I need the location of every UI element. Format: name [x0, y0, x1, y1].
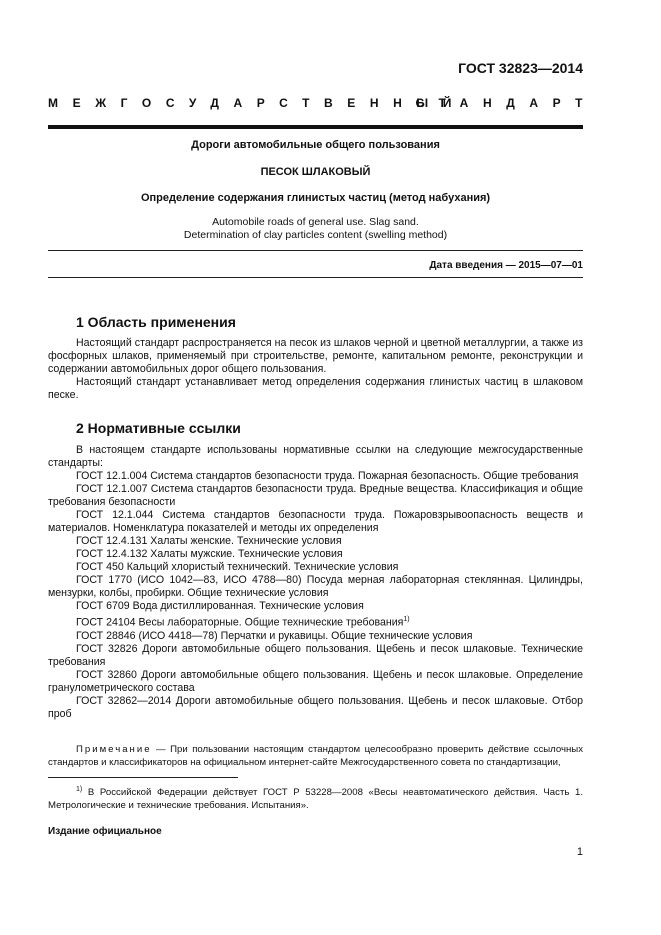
note-paragraph: [48, 744, 583, 769]
reference-item: ГОСТ 1770 (ИСО 1042—83, ИСО 4788—80) Посуда мерная лабораторная стеклянная. Цилиндры, мензурки, колбы, пробирки. Общие технические условия: [48, 574, 583, 599]
reference-item: ГОСТ 32862—2014 Дороги автомобильные общего пользования. Щебень и песок шлаковые. Отбор проб: [48, 694, 583, 720]
note: [48, 744, 583, 769]
section-1-paragraph-2: Настоящий стандарт устанавливает метод определения содержания глинистых частиц в шлаковом песке.: [48, 376, 583, 401]
english-title-line-2: Determination of clay particles content (swelling method): [183, 229, 448, 241]
section-1-body: [48, 337, 583, 402]
section-2-intro: В настоящем стандарте использованы нормативные ссылки на следующие межгосударственные стандарты:: [48, 444, 583, 469]
title-line-2: ПЕСОК ШЛАКОВЫЙ: [260, 166, 371, 178]
header-rule: [48, 125, 583, 129]
reference-item: ГОСТ 32826 Дороги автомобильные общего пользования. Щебень и песок шлаковые. Технические требования: [48, 642, 583, 668]
footnote-rule: [48, 777, 238, 778]
english-title: [48, 216, 583, 242]
interstate-label: МЕЖГОСУДАРСТВЕННЫЙ: [48, 96, 466, 110]
note-text: — При пользовании настоящим стандартом целесообразно проверить действие ссылочных стандартов и классификаторов на официальном интернет-сайте Межгосударственного совета по стандартизации,: [48, 744, 583, 768]
section-1-paragraph-1: Настоящий стандарт распространяется на песок из шлаков черной и цветной металлургии, а также из фосфорных шлаков, применяемый при строительстве, ремонте, капитальном ремонте, реконструкции и содержании автомобильных дорог общего пользования.: [48, 337, 583, 375]
note-label: Примечание: [76, 744, 152, 755]
title-rule: [48, 250, 583, 251]
reference-item: ГОСТ 12.4.131 Халаты женские. Технические условия: [76, 535, 342, 547]
reference-item: ГОСТ 12.1.044 Система стандартов безопасности труда. Пожаровзрывоопасность веществ и материалов. Номенклатура показателей и методы их определения: [48, 509, 583, 534]
english-title-line-1: Automobile roads of general use. Slag sand.: [212, 216, 419, 228]
footnote: [48, 784, 583, 812]
reference-item-scales: [48, 613, 583, 630]
document-number: ГОСТ 32823—2014: [458, 60, 583, 76]
footnote-paragraph: [48, 784, 583, 812]
page-number: 1: [576, 846, 583, 858]
section-2-body: [48, 444, 583, 721]
reference-scales-text: ГОСТ 24104 Весы лабораторные. Общие технические требования: [76, 616, 404, 629]
footnote-text: В Российской Федерации действует ГОСТ Р 53228—2008 «Весы неавтоматического действия. Часть 1. Метрологические и технические требования. Испытания».: [48, 787, 583, 811]
reference-item: ГОСТ 450 Кальций хлористый технический. Технические условия: [76, 561, 399, 573]
date-rule: [48, 277, 583, 278]
footnote-mark: 1): [76, 786, 83, 793]
section-2-heading: 2 Нормативные ссылки: [76, 420, 241, 436]
reference-item: ГОСТ 12.1.004 Система стандартов безопасности труда. Пожарная безопасность. Общие требования: [76, 470, 579, 482]
official-edition-label: Издание официальное: [48, 826, 162, 837]
introduction-date: Дата введения — 2015—07—01: [429, 260, 583, 271]
reference-item: ГОСТ 6709 Вода дистиллированная. Технические условия: [76, 600, 364, 612]
reference-item: ГОСТ 12.4.132 Халаты мужские. Технические условия: [76, 548, 343, 560]
title-line-3: Определение содержания глинистых частиц (метод набухания): [140, 192, 491, 204]
footnote-marker: 1): [403, 616, 410, 623]
reference-item: ГОСТ 12.1.007 Система стандартов безопасности труда. Вредные вещества. Классификация и общие требования безопасности: [48, 483, 583, 508]
reference-item: ГОСТ 28846 (ИСО 4418—78) Перчатки и рукавицы. Общие технические условия: [76, 629, 473, 642]
section-1-heading: 1 Область применения: [76, 314, 236, 330]
standard-label: СТАНДАРТ: [415, 96, 597, 110]
title-line-1: Дороги автомобильные общего пользования: [191, 139, 440, 151]
reference-item: ГОСТ 32860 Дороги автомобильные общего пользования. Щебень и песок шлаковые. Определение гранулометрического состава: [48, 668, 583, 694]
